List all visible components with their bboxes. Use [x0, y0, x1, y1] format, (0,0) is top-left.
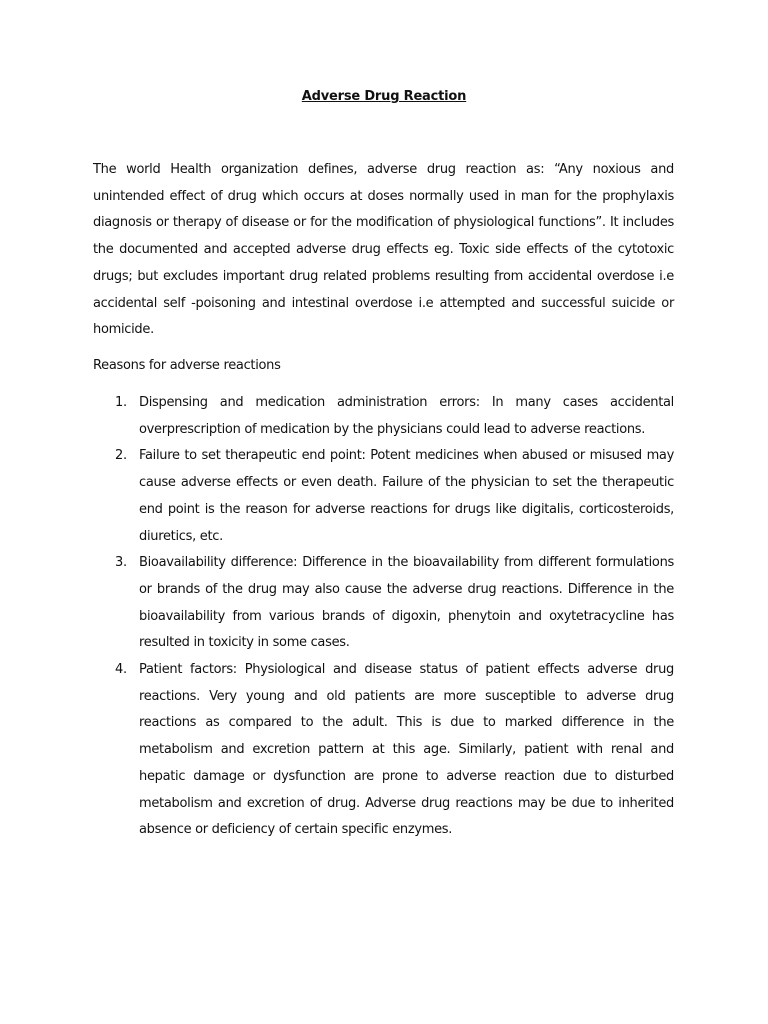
- reasons-list: [93, 390, 674, 844]
- document-title: Adverse Drug Reaction: [301, 89, 467, 104]
- intro-paragraph: The world Health organization defines, adverse drug reaction as: “Any noxious and unintended effect of drug which occurs at doses normally used in man for the prophylaxis diagnosis or therapy of disease or for the modification of physiological functions”. It includes the documented and accepted adverse drug effects eg. Toxic side effects of the cytotoxic drugs; but excludes important drug related problems resulting from accidental overdose i.e accidental self -poisoning and intestinal overdose i.e attempted and successful suicide or homicide.: [93, 162, 674, 338]
- list-item: [93, 550, 674, 657]
- list-item-text: Patient factors: Physiological and disease status of patient effects adverse drug reactions. Very young and old patients are more susceptible to adverse drug reactions as compared to the adult. This is due to marked difference in the metabolism and excretion pattern at this age. Similarly, patient with renal and hepatic damage or dysfunction are prone to adverse reaction due to disturbed metabolism and excretion of drug. Adverse drug reactions may be due to inherited absence or deficiency of certain specific enzymes.: [139, 662, 674, 838]
- reasons-heading: Reasons for adverse reactions: [93, 358, 281, 373]
- list-item-number: 3.: [115, 555, 127, 571]
- list-item-number: 1.: [115, 395, 127, 410]
- list-item-number: 2.: [115, 448, 127, 464]
- list-item: [93, 390, 674, 443]
- list-item-text: Bioavailability difference: Difference in the bioavailability from different formulations or brands of the drug may also cause the adverse drug reactions. Difference in the bioavailability from various brands of digoxin, phenytoin and oxytetracycline has resulted in toxicity in some cases.: [139, 555, 674, 651]
- list-item: [93, 657, 674, 844]
- list-item-text: Failure to set therapeutic end point: Potent medicines when abused or misused may cause adverse effects or even death. Failure of the physician to set the therapeutic end point is the reason for adverse reactions for drugs like digitalis, corticosteroids, diuretics, etc.: [139, 448, 674, 544]
- list-item: [93, 443, 674, 550]
- list-item-text: Dispensing and medication administration errors: In many cases accidental overprescription of medication by the physicians could lead to adverse reactions.: [139, 395, 674, 437]
- list-item-number: 4.: [115, 662, 127, 678]
